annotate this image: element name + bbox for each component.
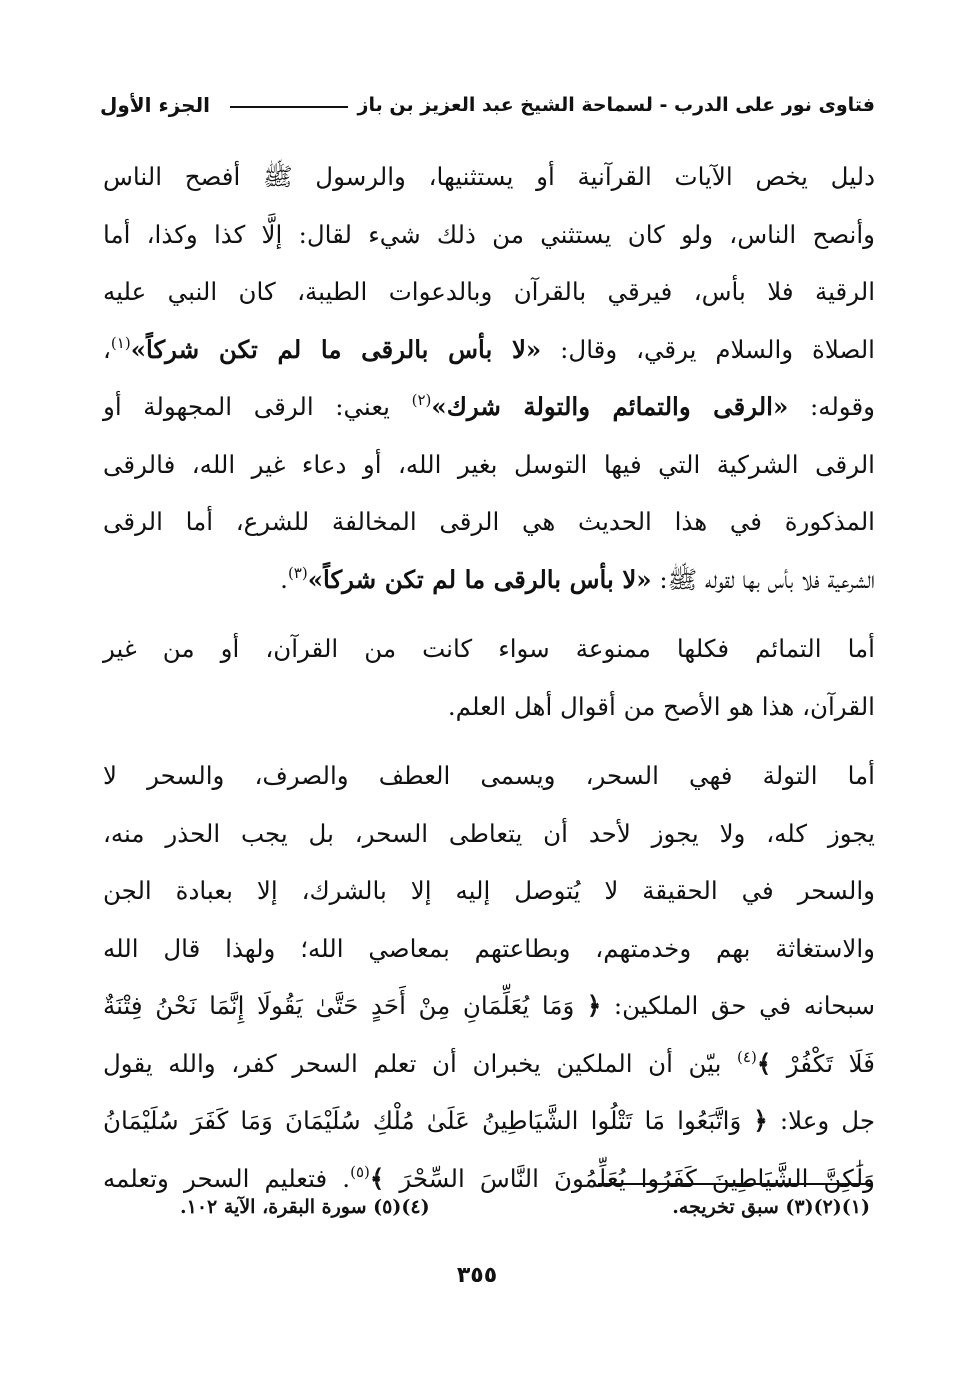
line-text: وقوله: bbox=[788, 392, 876, 421]
line-text: الصلاة والسلام يرقي، وقال: bbox=[541, 334, 875, 364]
hadith-quote: «الرقى والتمائم والتولة شرك» bbox=[431, 392, 789, 421]
text-line bbox=[103, 206, 875, 264]
line-text: يجوز كله، ولا يجوز لأحد أن يتعاطى السحر، بل يجب الحذر منه، bbox=[103, 818, 875, 848]
line-text: والاستغاثة بهم وخدمتهم، وبطاعتهم بمعاصي الله؛ ولهذا قال الله bbox=[103, 933, 875, 963]
running-header bbox=[100, 88, 875, 122]
paragraph-amulets bbox=[103, 620, 875, 735]
header-rule bbox=[230, 106, 348, 108]
quran-bracket-open: ﴿ bbox=[753, 1106, 768, 1135]
quran-verse: وَمَا يُعَلِّمَانِ مِنْ أَحَدٍ حَتَّىٰ يَقُولَا إِنَّمَا نَحْنُ فِتْنَةٌ bbox=[103, 991, 575, 1020]
line-text: أما التمائم فكلها ممنوعة سواء كانت من القرآن، أو من غير bbox=[103, 634, 875, 663]
page-number: ٣٥٥ bbox=[456, 1263, 498, 1288]
text-line bbox=[103, 678, 875, 736]
footnote-ref: (٣) bbox=[287, 563, 308, 582]
text-line bbox=[103, 920, 875, 978]
line-text: ، bbox=[103, 334, 111, 364]
text-line bbox=[103, 805, 875, 863]
line-text: . فتعليم السحر وتعلمه bbox=[103, 1163, 351, 1193]
quran-verse: وَاتَّبَعُوا مَا تَتْلُوا الشَّيَاطِينُ عَلَىٰ مُلْكِ سُلَيْمَانَ وَمَا كَفَرَ سُلَيْمَانُ bbox=[103, 1106, 742, 1135]
footnote-1-3: (١)(٢)(٣) سبق تخريجه. bbox=[672, 1196, 870, 1218]
footnote-ref: (١) bbox=[110, 333, 131, 352]
line-text: الشرعية فلا بأس بها لقوله ﷺ: bbox=[651, 564, 875, 594]
text-line bbox=[103, 862, 875, 920]
text-line bbox=[103, 1092, 875, 1150]
main-text bbox=[103, 148, 875, 1207]
text-line bbox=[103, 148, 875, 206]
quran-bracket-close: ﴾ bbox=[756, 1048, 772, 1078]
text-line bbox=[103, 493, 875, 551]
footnote-ref: (٤) bbox=[737, 1047, 757, 1066]
footnote-ref: (٥) bbox=[350, 1162, 370, 1181]
hadith-quote: «لا بأس بالرقى ما لم تكن شركاً» bbox=[130, 334, 542, 364]
line-text: أما التولة فهي السحر، ويسمى العطف والصرف، والسحر لا bbox=[103, 761, 875, 790]
quran-bracket-open: ﴿ bbox=[586, 991, 602, 1020]
line-text: يعني: الرقى المجهولة أو bbox=[103, 392, 412, 421]
hadith-quote: «لا بأس بالرقى ما لم تكن شركاً» bbox=[307, 564, 652, 594]
text-line bbox=[103, 620, 875, 678]
text-line bbox=[103, 977, 875, 1035]
paragraph-ruqya bbox=[103, 148, 875, 608]
footnotes bbox=[180, 1196, 870, 1218]
line-text: الرقية فلا بأس، فيرقي بالقرآن وبالدعوات الطيبة، كان النبي عليه bbox=[103, 277, 875, 306]
quran-verse: فَلَا تَكْفُرْ bbox=[786, 1048, 875, 1078]
text-line bbox=[103, 551, 875, 609]
footnote-4-5: (٤)(٥) سورة البقرة، الآية ١٠٢. bbox=[180, 1196, 430, 1218]
text-line bbox=[103, 436, 875, 494]
header-title-group bbox=[230, 94, 875, 116]
text-line bbox=[103, 747, 875, 805]
line-text: جل وعلا: bbox=[767, 1106, 875, 1135]
line-text: والسحر في الحقيقة لا يُتوصل إليه إلا بالشرك، إلا بعبادة الجن bbox=[103, 876, 875, 905]
line-text: وأنصح الناس، ولو كان يستثني من ذلك شيء لقال: إلَّا كذا وكذا، أما bbox=[103, 219, 875, 249]
book-title: فتاوى نور على الدرب - لسماحة الشيخ عبد العزيز بن باز bbox=[357, 94, 875, 116]
text-line bbox=[103, 321, 875, 379]
quran-bracket-close: ﴾ bbox=[369, 1163, 385, 1193]
line-text: القرآن، هذا هو الأصح من أقوال أهل العلم. bbox=[447, 691, 875, 721]
line-text: . bbox=[280, 564, 288, 594]
line-text: دليل يخص الآيات القرآنية أو يستثنيها، والرسول ﷺ أفصح الناس bbox=[103, 162, 875, 191]
line-text: المذكورة في هذا الحديث هي الرقى المخالفة للشرع، أما الرقى bbox=[103, 507, 875, 536]
quran-verse: وَلَٰكِنَّ الشَّيَاطِينَ كَفَرُوا يُعَلِّمُونَ النَّاسَ السِّحْرَ bbox=[399, 1163, 875, 1193]
paragraph-tiwala bbox=[103, 747, 875, 1207]
volume-label: الجزء الأول bbox=[100, 93, 210, 117]
text-line bbox=[103, 263, 875, 321]
line-text: سبحانه في حق الملكين: bbox=[601, 991, 875, 1020]
text-line bbox=[103, 1035, 875, 1093]
footnote-ref: (٢) bbox=[411, 391, 432, 409]
line-text: الرقى الشركية التي فيها التوسل بغير الله، أو دعاء غير الله، فالرقى bbox=[103, 449, 875, 479]
line-text: بيّن أن الملكين يخبران أن تعلم السحر كفر، والله يقول bbox=[103, 1048, 738, 1078]
text-line bbox=[103, 378, 875, 436]
footnote-divider bbox=[598, 1183, 871, 1185]
